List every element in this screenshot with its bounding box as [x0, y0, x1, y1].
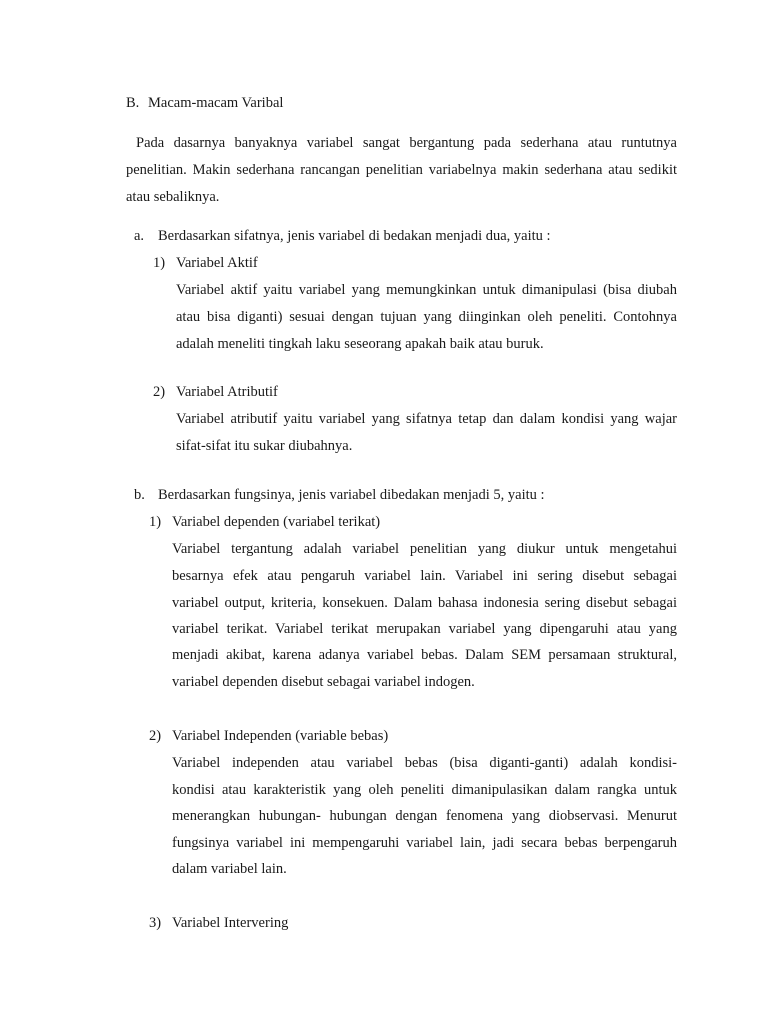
item-number: 1)	[149, 514, 162, 530]
item-number: 2)	[153, 384, 166, 400]
item-body-line: Variabel atributif yaitu variabel yang sifatnya tetap dan dalam kondisi yang wajar	[176, 411, 677, 427]
item-title: Variabel Independen (variable bebas)	[172, 728, 389, 744]
item-body-line: dalam variabel lain.	[172, 861, 287, 877]
item-body-line: Variabel independen atau variabel bebas (bisa diganti-ganti) adalah kondisi-	[172, 755, 677, 771]
item-number: 1)	[153, 255, 166, 271]
item-body-line: variabel dependen disebut sebagai variabel indogen.	[172, 674, 475, 690]
intro-line: atau sebaliknya.	[126, 189, 220, 205]
item-number: 2)	[149, 728, 162, 744]
item-title: Variabel dependen (variabel terikat)	[172, 514, 381, 530]
item-body-line: variabel terikat. Variabel terikat merupakan variabel yang dipengaruhi atau yang	[172, 621, 677, 637]
item-body-line: kondisi atau karakteristik yang oleh peneliti dimanipulasikan dalam rangka untuk	[172, 782, 677, 798]
item-body-line: sifat-sifat itu sukar diubahnya.	[176, 438, 353, 454]
item-title: Variabel Atributif	[176, 384, 278, 400]
item-body-line: menerangkan hubungan- hubungan dengan fenomena yang diobservasi. Menurut	[172, 808, 677, 824]
section-title: Macam-macam Varibal	[148, 95, 284, 111]
item-body-line: Variabel aktif yaitu variabel yang memungkinkan untuk dimanipulasi (bisa diubah	[176, 282, 677, 298]
part-a-heading: Berdasarkan sifatnya, jenis variabel di bedakan menjadi dua, yaitu :	[158, 228, 551, 244]
item-body-line: Variabel tergantung adalah variabel penelitian yang diukur untuk mengetahui	[172, 541, 677, 557]
item-body-line: atau bisa diganti) sesuai dengan tujuan yang diinginkan oleh peneliti. Contohnya	[176, 309, 677, 325]
item-body-line: fungsinya variabel ini mempengaruhi variabel lain, jadi secara bebas berpengaruh	[172, 835, 677, 851]
intro-line: Pada dasarnya banyaknya variabel sangat bergantung pada sederhana atau runtutnya	[136, 135, 677, 151]
item-title: Variabel Aktif	[176, 255, 258, 271]
part-a-letter: a.	[134, 228, 145, 244]
section-letter: B.	[126, 95, 140, 111]
item-title: Variabel Intervering	[172, 915, 289, 931]
item-body-line: variabel output, kriteria, konsekuen. Dalam bahasa indonesia sering disebut sebagai	[172, 595, 677, 611]
item-body-line: besarnya efek atau pengaruh variabel lain. Variabel ini sering disebut sebagai	[172, 568, 677, 584]
part-b-heading: Berdasarkan fungsinya, jenis variabel dibedakan menjadi 5, yaitu :	[158, 487, 545, 503]
part-b-letter: b.	[134, 487, 145, 503]
item-number: 3)	[149, 915, 162, 931]
item-body-line: adalah meneliti tingkah laku seseorang apakah baik atau buruk.	[176, 336, 544, 352]
item-body-line: menjadi akibat, karena adanya variabel bebas. Dalam SEM persamaan struktural,	[172, 647, 677, 663]
intro-line: penelitian. Makin sederhana rancangan penelitian variabelnya makin sederhana atau sedikit	[126, 162, 677, 178]
